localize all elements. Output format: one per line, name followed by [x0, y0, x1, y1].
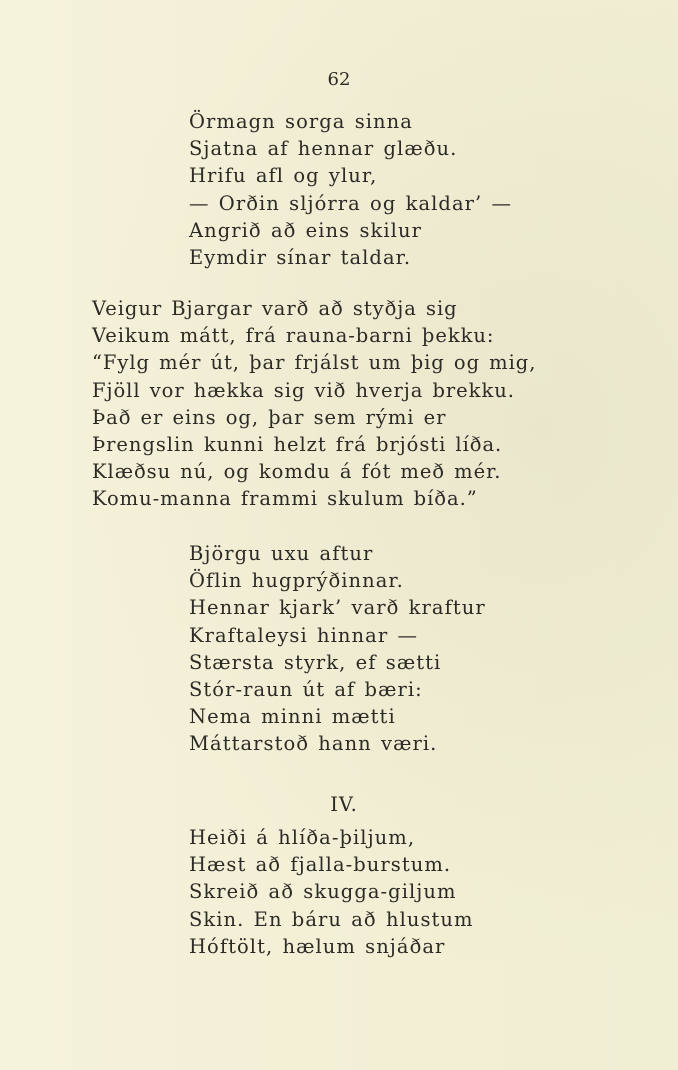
stanza-1: [189, 108, 512, 271]
verse-line: Hæst að fjalla-burstum.: [189, 853, 452, 877]
verse-line: Skin. En báru að hlustum: [189, 907, 474, 931]
page-number: 62: [327, 69, 351, 90]
verse-line: Örmagn sorga sinna: [189, 110, 413, 133]
verse-line: Hóftölt, hælum snjáðar: [189, 934, 446, 958]
verse-line: Eymdir sínar taldar.: [189, 245, 412, 269]
verse-line: Kraftaleysi hinnar —: [189, 623, 418, 647]
verse-line: Það er eins og, þar sem rými er: [92, 405, 447, 429]
verse-line: Fjöll vor hækka sig við hverja brekku.: [92, 378, 515, 402]
verse-line: Öflin hugprýðinnar.: [189, 569, 404, 593]
verse-line: Heiði á hlíða-þiljum,: [189, 826, 416, 849]
verse-line: Stór-raun út af bæri:: [189, 677, 423, 701]
verse-line: Hrifu afl og ylur,: [189, 164, 378, 188]
verse-line: Veigur Bjargar varð að styðja sig: [92, 297, 458, 320]
verse-line: Nema minni mætti: [189, 705, 396, 729]
stanza-2: [92, 295, 536, 513]
verse-line: Komu-manna frammi skulum bíða.”: [92, 487, 478, 511]
verse-line: Þrengslin kunni helzt frá brjósti líða.: [92, 432, 503, 456]
verse-line: Björgu uxu aftur: [189, 542, 374, 565]
stanza-4: [189, 824, 474, 960]
stanza-3: [189, 540, 486, 758]
verse-line: Sjatna af hennar glæðu.: [189, 137, 458, 161]
verse-line: Hennar kjark’ varð kraftur: [189, 596, 486, 620]
verse-line: Klæðsu nú, og komdu á fót með mér.: [92, 460, 502, 484]
verse-line: Angrið að eins skilur: [189, 218, 422, 242]
verse-line: Veikum mátt, frá rauna-barni þekku:: [92, 324, 495, 348]
section-heading: IV.: [330, 793, 358, 816]
verse-line: Máttarstoð hann væri.: [189, 732, 438, 756]
verse-line: — Orðin sljórra og kaldar’ —: [189, 191, 513, 215]
verse-line: “Fylg mér út, þar frjálst um þig og mig,: [92, 351, 537, 375]
verse-line: Skreið að skugga-giljum: [189, 880, 457, 904]
verse-line: Stærsta styrk, ef sætti: [189, 650, 442, 674]
